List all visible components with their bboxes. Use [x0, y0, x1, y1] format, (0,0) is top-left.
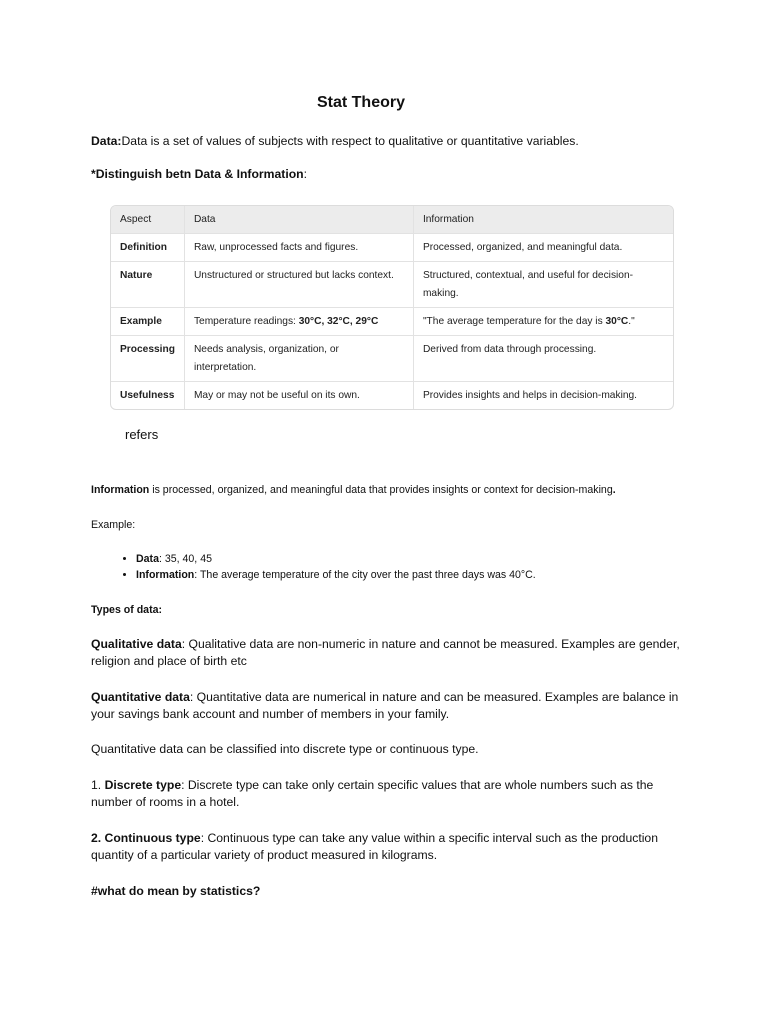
row-info-bold: 30°C [605, 316, 629, 327]
row-information: Provides insights and helps in decision-making. [414, 381, 673, 409]
row-data: Unstructured or structured but lacks context. [185, 261, 414, 307]
qualitative-term: Qualitative data [91, 637, 182, 651]
quantitative-paragraph [91, 689, 691, 723]
row-aspect: Usefulness [111, 381, 185, 409]
example-list [110, 551, 696, 583]
header-aspect: Aspect [111, 206, 185, 233]
table-row [111, 233, 673, 261]
example-information-term: Information [136, 569, 195, 581]
row-aspect: Definition [111, 233, 185, 261]
data-definition-text: Data is a set of values of subjects with respect to qualitative or quantitative variables. [121, 134, 579, 148]
quantitative-term: Quantitative data [91, 690, 190, 704]
row-information: Processed, organized, and meaningful data. [414, 233, 673, 261]
data-term: Data: [91, 134, 122, 148]
row-data: Needs analysis, organization, or interpretation. [185, 335, 414, 381]
table-row [111, 335, 673, 381]
continuous-term: 2. Continuous type [91, 831, 201, 845]
row-info-prefix: "The average temperature for the day is [422, 316, 606, 327]
row-information [414, 307, 673, 335]
statistics-question-text: #what do mean by statistics? [91, 884, 261, 898]
discrete-paragraph [91, 777, 691, 811]
continuous-text: : Continuous type can take any value within a specific interval such as the production quantity of a particular variety of product measured in kilograms. [91, 831, 658, 862]
table-header-row [111, 206, 673, 233]
row-aspect: Processing [111, 335, 185, 381]
information-definition-end: . [612, 484, 616, 496]
data-definition [91, 133, 579, 150]
discrete-number: 1. [91, 778, 105, 792]
list-item [136, 551, 696, 567]
row-info-suffix: ." [628, 316, 635, 327]
list-item [136, 567, 696, 583]
header-information: Information [414, 206, 673, 233]
row-data-bold: 30°C, 32°C, 29°C [298, 316, 379, 327]
discrete-term: Discrete type [104, 778, 182, 792]
quantitative-text: : Quantitative data are numerical in nature and can be measured. Examples are balance in your savings bank account and number of members in your family. [91, 690, 679, 721]
row-information: Derived from data through processing. [414, 335, 673, 381]
example-data-term: Data [136, 553, 159, 565]
discrete-text: : Discrete type can take only certain specific values that are whole numbers such as the number of rooms in a hotel. [91, 778, 654, 809]
row-data: May or may not be useful on its own. [185, 381, 414, 409]
row-data: Raw, unprocessed facts and figures. [185, 233, 414, 261]
comparison-table [110, 205, 674, 410]
distinguish-heading-colon: : [303, 167, 307, 181]
table-row [111, 307, 673, 335]
table-row [111, 381, 673, 409]
row-aspect: Example [111, 307, 185, 335]
row-information: Structured, contextual, and useful for decision-making. [414, 261, 673, 307]
example-data-text: : 35, 40, 45 [158, 553, 212, 565]
classification-paragraph: Quantitative data can be classified into discrete type or continuous type. [91, 742, 479, 756]
table-row [111, 261, 673, 307]
example-information-text: : The average temperature of the city over the past three days was 40°C. [194, 569, 536, 581]
distinguish-heading-text: *Distinguish betn Data & Information [91, 167, 304, 181]
information-definition-text: is processed, organized, and meaningful data that provides insights or context for decision-making [149, 484, 613, 496]
row-aspect: Nature [111, 261, 185, 307]
header-data: Data [185, 206, 414, 233]
page-title: Stat Theory [316, 94, 405, 111]
qualitative-paragraph [91, 636, 691, 670]
qualitative-text: : Qualitative data are non-numeric in nature and cannot be measured. Examples are gender, religion and place of birth etc [91, 637, 680, 668]
types-heading-text: Types of data: [91, 604, 163, 616]
types-heading [91, 602, 162, 619]
distinguish-heading [91, 166, 307, 183]
information-term: Information [91, 484, 150, 496]
statistics-question [91, 883, 260, 900]
row-data-prefix: Temperature readings: [193, 316, 299, 327]
information-definition [91, 482, 616, 499]
refers-note: refers [125, 427, 159, 442]
example-label: Example: [91, 519, 136, 531]
continuous-paragraph [91, 830, 691, 864]
row-data [185, 307, 414, 335]
